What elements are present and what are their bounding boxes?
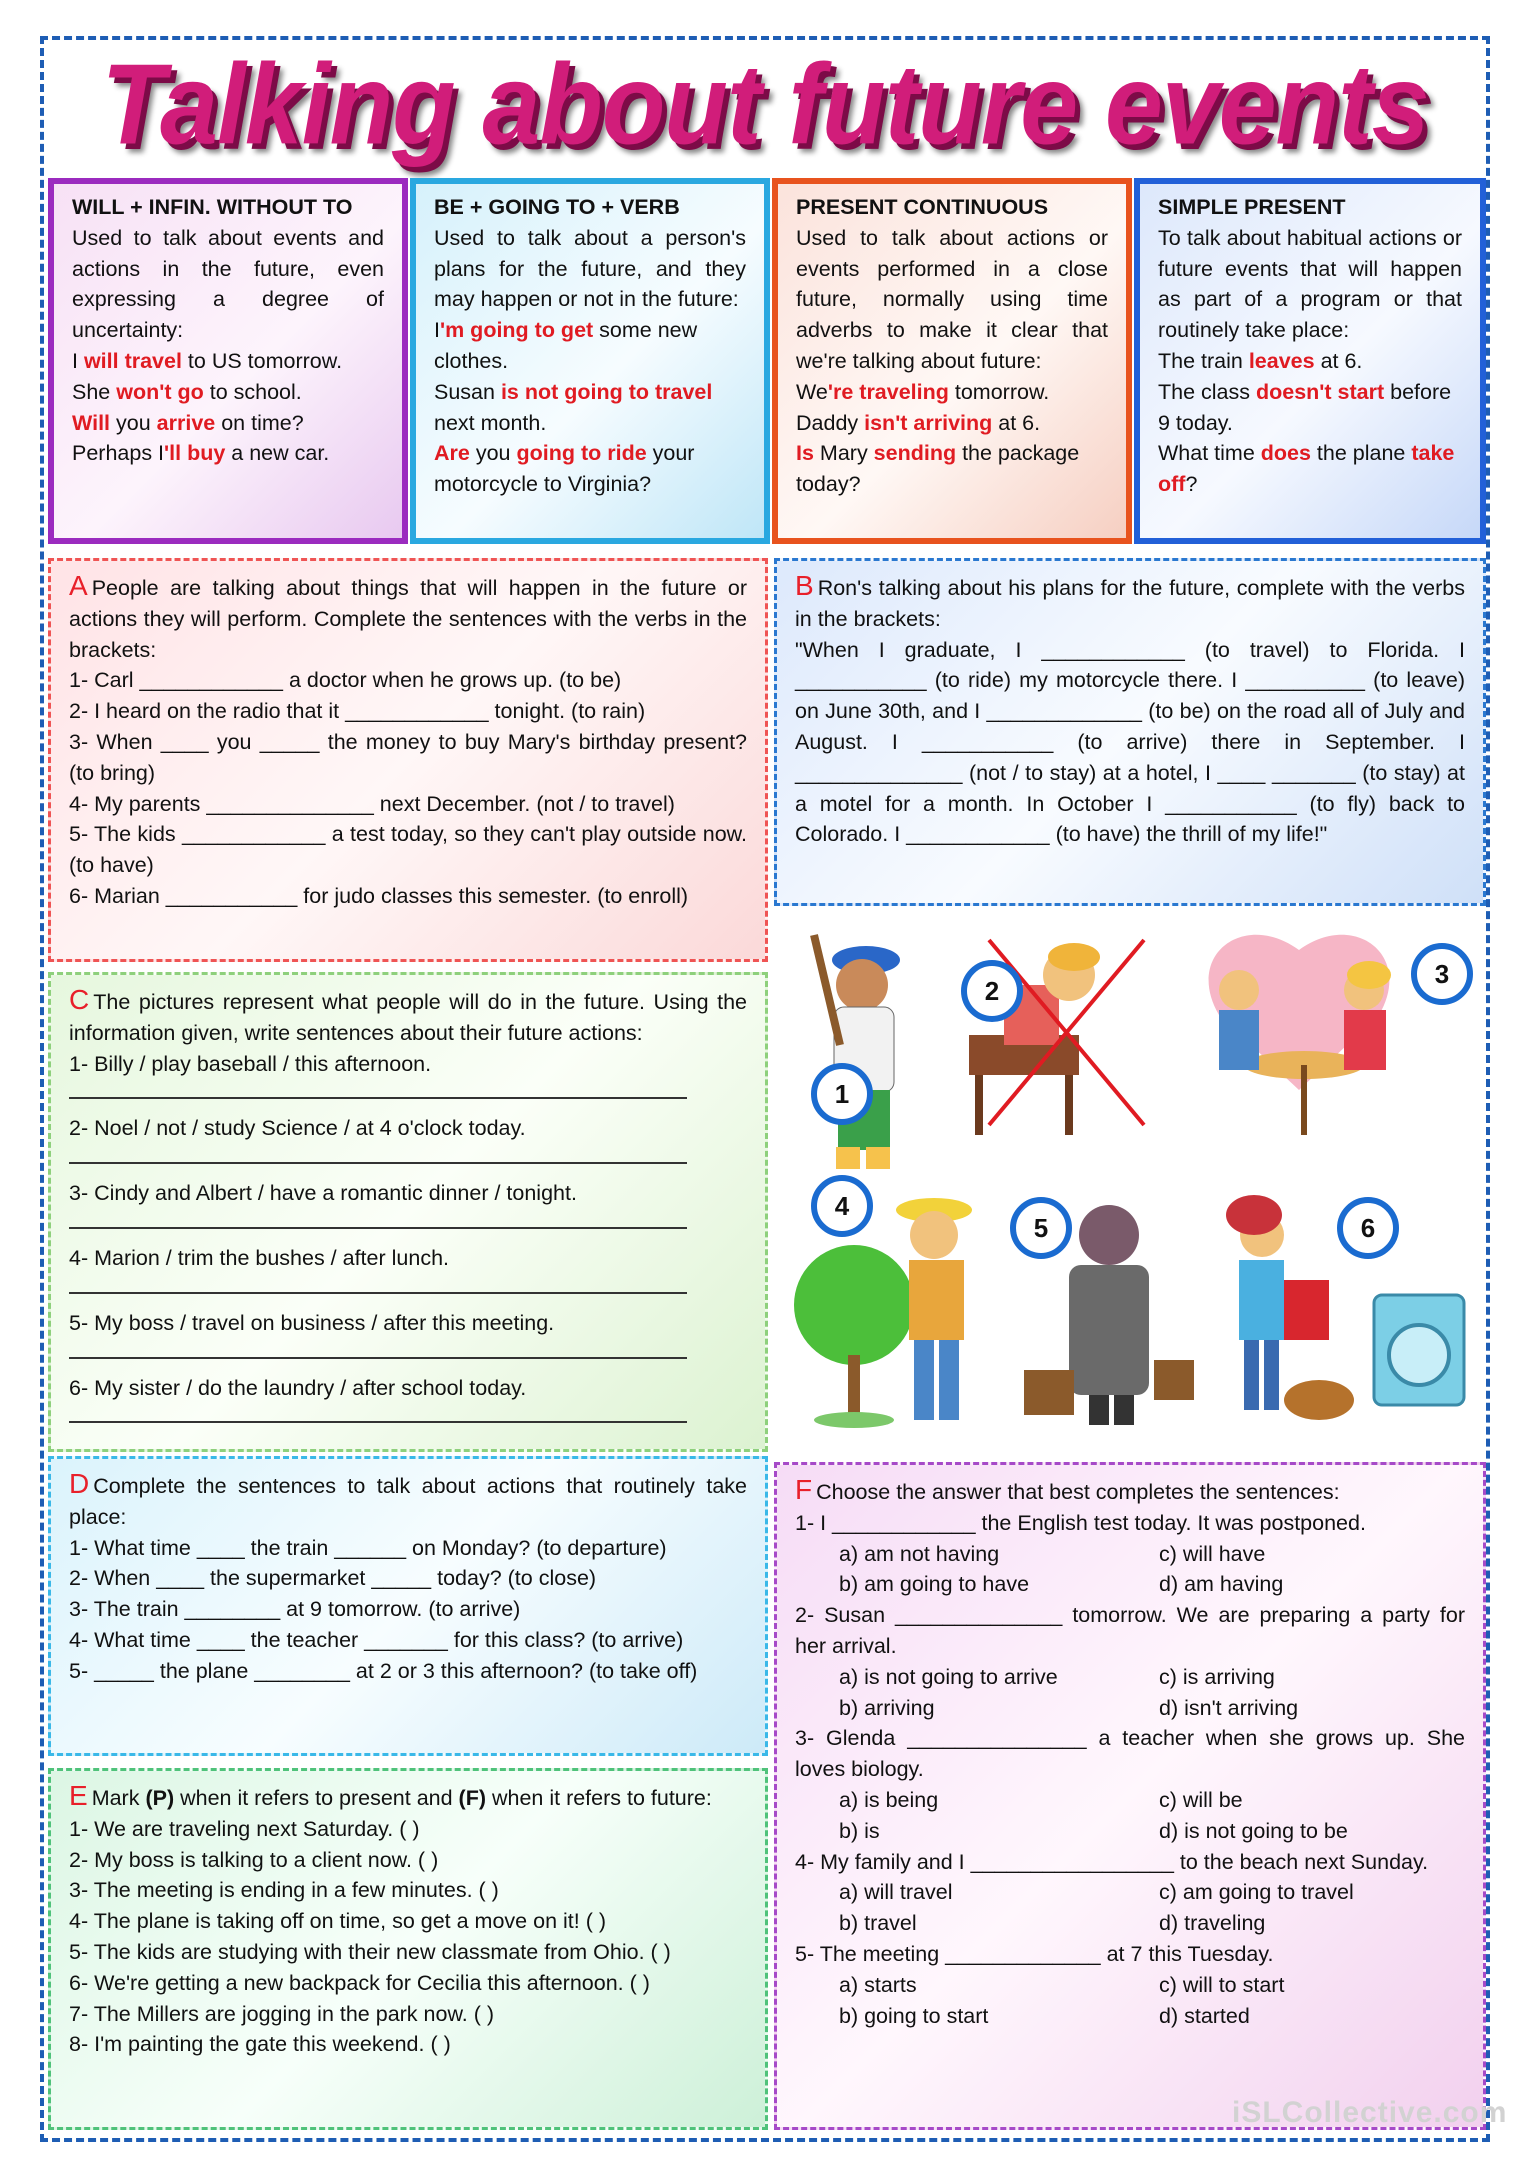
exercise-c: [48, 972, 768, 1452]
answer-option[interactable]: c) is arriving: [1159, 1664, 1275, 1689]
answer-line[interactable]: [69, 1079, 687, 1099]
highlighted-verb: Is: [796, 441, 814, 466]
answer-option[interactable]: d) am having: [1159, 1572, 1284, 1597]
answer-option[interactable]: a) starts: [839, 1972, 917, 1997]
highlighted-verb: Are: [434, 441, 470, 466]
rule-example: [796, 408, 1108, 439]
highlighted-verb: Will: [72, 410, 111, 435]
example-text: the package today?: [796, 441, 1080, 497]
exercise-item: 2- I heard on the radio that it ____________ tonight. (to rain): [69, 699, 646, 724]
rule-box-present-continuous: [772, 178, 1132, 544]
exercise-item: 5- My boss / travel on business / after this meeting.: [69, 1310, 555, 1335]
highlighted-verb: take off: [1158, 441, 1455, 497]
page-title: Talking about future events: [101, 41, 1429, 169]
highlighted-verb: leaves: [1248, 348, 1315, 373]
answer-option[interactable]: b) going to start: [839, 2003, 989, 2028]
exercise-item: 5- The kids are studying with their new classmate from Ohio. ( ): [69, 1939, 671, 1964]
example-text: tomorrow.: [948, 379, 1050, 404]
exercise-item: 8- I'm painting the gate this weekend. ( ): [69, 2032, 451, 2057]
exercise-item: 3- Cindy and Albert / have a romantic dinner / tonight.: [69, 1181, 577, 1206]
watermark: iSLCollective.com: [1232, 2096, 1508, 2129]
exercise-item: 5- _____ the plane ________ at 2 or 3 this afternoon? (to take off): [69, 1658, 698, 1683]
exercise-item: 4- What time ____ the teacher _______ for this class? (to arrive): [69, 1627, 684, 1652]
rule-example: [72, 346, 384, 377]
example-text: you: [469, 441, 517, 466]
exercise-letter: E: [69, 1780, 88, 1811]
exercise-d: [48, 1456, 768, 1756]
rule-box-going-to: [410, 178, 770, 544]
example-text: the plane: [1310, 441, 1412, 466]
exercise-item: 3- The train ________ at 9 tomorrow. (to arrive): [69, 1597, 521, 1622]
example-text: some new clothes.: [434, 318, 698, 373]
exercise-item: 2- When ____ the supermarket _____ today? (to close): [69, 1566, 597, 1591]
exercise-b: [774, 558, 1486, 906]
answer-options: [795, 1785, 1465, 1847]
answer-line[interactable]: [69, 1209, 687, 1229]
rule-example: [1158, 377, 1462, 439]
question: 4- My family and I _________________ to the beach next Sunday.: [795, 1849, 1429, 1874]
example-text: at 6.: [992, 410, 1041, 435]
rule-description: [72, 223, 384, 346]
rule-box-simple-present: [1134, 178, 1486, 544]
answer-option[interactable]: c) am going to travel: [1159, 1880, 1354, 1905]
baseball-player-picture: [814, 935, 900, 1169]
rule-example: [1158, 346, 1462, 377]
exercise-item: 6- Marian ___________ for judo classes this semester. (to enroll): [69, 883, 689, 908]
exercise-item: 6- We're getting a new backpack for Cecilia this afternoon. ( ): [69, 1970, 650, 1995]
rule-example: [796, 377, 1108, 408]
exercise-item: 4- Marion / trim the bushes / after lunch.: [69, 1245, 449, 1270]
answer-option[interactable]: a) will travel: [839, 1880, 953, 1905]
highlighted-verb: doesn't start: [1255, 379, 1385, 404]
highlighted-verb: will travel: [83, 348, 182, 373]
example-text: to school.: [203, 379, 302, 404]
highlighted-verb: won't go: [116, 379, 204, 404]
exercise-item: 6- My sister / do the laundry / after school today.: [69, 1375, 527, 1400]
exercise-a-intro: People are talking about things that will happen in the future or actions they will perform. Complete the sentences with the verbs in the brackets:: [69, 576, 747, 662]
rule-description: [1158, 223, 1462, 346]
answer-option[interactable]: a) am not having: [839, 1541, 1000, 1566]
exercise-f-intro: Choose the answer that best completes the sentences:: [816, 1480, 1340, 1504]
pictures-area: [774, 915, 1486, 1445]
exercise-c-intro: The pictures represent what people will do in the future. Using the information given, write sentences about their future actions:: [69, 990, 747, 1045]
highlighted-verb: does: [1260, 441, 1311, 466]
example-text: next month.: [434, 410, 547, 435]
question: 1- I ____________ the English test today. It was postponed.: [795, 1510, 1366, 1535]
highlighted-verb: 'm going to get: [439, 318, 594, 343]
answer-line[interactable]: [69, 1339, 687, 1359]
answer-option[interactable]: d) isn't arriving: [1159, 1695, 1299, 1720]
example-text: Used to talk about actions or events performed in a close future, normally using time adverbs to make it clear that we're talking about future:: [796, 225, 1108, 373]
answer-option[interactable]: b) is: [839, 1818, 880, 1843]
future-marker: (F): [458, 1786, 486, 1810]
rule-example: [796, 438, 1108, 500]
romantic-dinner-picture: [1209, 935, 1391, 1135]
rule-example: [434, 315, 746, 377]
exercise-item: 1- We are traveling next Saturday. ( ): [69, 1816, 420, 1841]
highlighted-verb: 'll buy: [164, 441, 226, 466]
exercise-e: [48, 1768, 768, 2130]
example-text: you: [110, 410, 157, 435]
picture-number-1: 1: [811, 1063, 873, 1125]
present-marker: (P): [145, 1786, 175, 1810]
rule-example: [72, 408, 384, 439]
exercise-letter: D: [69, 1468, 90, 1499]
exercise-item: 5- The kids ____________ a test today, so they can't play outside now. (to have): [69, 822, 747, 878]
example-text: a new car.: [225, 441, 330, 466]
exercise-item: 4- My parents ______________ next December. (not / to travel): [69, 791, 675, 816]
picture-number-5: 5: [1010, 1197, 1072, 1259]
highlighted-verb: sending: [873, 441, 957, 466]
exercise-item: 3- The meeting is ending in a few minutes. ( ): [69, 1878, 499, 1903]
exercise-e-intro-b: when it refers to present and: [174, 1786, 459, 1810]
question: 5- The meeting _____________ at 7 this Tuesday.: [795, 1941, 1274, 1966]
rule-box-will: [48, 178, 408, 544]
rule-example: [434, 438, 746, 500]
answer-option[interactable]: b) arriving: [839, 1695, 935, 1720]
example-text: on time?: [215, 410, 304, 435]
example-text: What time: [1158, 441, 1261, 466]
example-text: your motorcycle to Virginia?: [434, 441, 695, 497]
exercise-item: 4- The plane is taking off on time, so get a move on it! ( ): [69, 1909, 606, 1934]
example-text: before 9 today.: [1158, 379, 1452, 435]
example-text: Susan: [434, 379, 501, 404]
highlighted-verb: is not going to travel: [500, 379, 713, 404]
rule-description: [434, 223, 746, 315]
rule-heading: PRESENT CONTINUOUS: [796, 195, 1049, 219]
example-text: The class: [1158, 379, 1256, 404]
picture-number-3: 3: [1411, 943, 1473, 1005]
highlighted-verb: going to ride: [516, 441, 647, 466]
answer-options: [795, 1662, 1465, 1724]
exercise-a: [48, 558, 768, 962]
exercise-b-text: "When I graduate, I ____________ (to travel) to Florida. I ___________ (to ride) my motorcycle there. I __________ (to leave) on June 30th, and I _____________ (to be) on the road all of July and August. I ___________ (to arrive) there in September. I ______________ (not / to stay) at a hotel, I ____ _______ (to stay) at a motel for a month. In October I ___________ (to fly) back to Colorado. I ____________ (to have) the thrill of my life!": [795, 637, 1465, 847]
exercise-letter: C: [69, 984, 90, 1015]
trimming-bushes-picture: [794, 1198, 972, 1428]
answer-line[interactable]: [69, 1403, 687, 1423]
example-text: Used to talk about a person's plans for the future, and they may happen or not in the future:: [434, 225, 746, 312]
rule-example: [72, 377, 384, 408]
exercise-letter: A: [69, 570, 88, 601]
rule-description: [796, 223, 1108, 377]
example-text: Mary: [813, 441, 874, 466]
exercise-e-intro-c: when it refers to future:: [486, 1786, 712, 1810]
exercise-item: 2- My boss is talking to a client now. ( ): [69, 1847, 439, 1872]
example-text: to US tomorrow.: [181, 348, 343, 373]
question: 3- Glenda _______________ a teacher when she grows up. She loves biology.: [795, 1726, 1465, 1782]
rule-example: [1158, 438, 1462, 500]
example-text: She: [72, 379, 117, 404]
answer-options: [795, 1539, 1465, 1601]
picture-number-4: 4: [811, 1175, 873, 1237]
rule-heading: SIMPLE PRESENT: [1158, 195, 1346, 219]
exercise-item: 1- What time ____ the train ______ on Monday? (to departure): [69, 1535, 667, 1560]
example-text: Perhaps I: [72, 441, 165, 466]
exercise-item: 2- Noel / not / study Science / at 4 o'clock today.: [69, 1116, 526, 1141]
answer-option[interactable]: a) is not going to arrive: [839, 1664, 1058, 1689]
example-text: To talk about habitual actions or future events that will happen as part of a program or that routinely take place:: [1158, 225, 1462, 343]
answer-option[interactable]: b) am going to have: [839, 1572, 1030, 1597]
highlighted-verb: 're traveling: [827, 379, 949, 404]
exercise-e-intro-a: Mark: [91, 1786, 146, 1810]
exercise-item: 3- When ____ you _____ the money to buy Mary's birthday present? (to bring): [69, 729, 747, 785]
answer-option[interactable]: c) will be: [1159, 1787, 1243, 1812]
highlighted-verb: isn't arriving: [864, 410, 993, 435]
answer-option[interactable]: d) started: [1159, 2003, 1250, 2028]
exercise-item: 1- Carl ____________ a doctor when he grows up. (to be): [69, 668, 622, 693]
exercise-letter: F: [795, 1474, 813, 1505]
answer-options: [795, 1877, 1465, 1939]
answer-option[interactable]: d) is not going to be: [1159, 1818, 1348, 1843]
example-text: Used to talk about events and actions in the future, even expressing a degree of uncertainty:: [72, 225, 384, 343]
example-text: Daddy: [796, 410, 865, 435]
answer-option[interactable]: a) is being: [839, 1787, 939, 1812]
answer-option[interactable]: c) will have: [1159, 1541, 1266, 1566]
example-text: I: [72, 348, 84, 373]
rule-example: [434, 377, 746, 439]
exercise-d-intro: Complete the sentences to talk about actions that routinely take place:: [69, 1474, 747, 1529]
answer-option[interactable]: c) will to start: [1159, 1972, 1285, 1997]
picture-number-2: 2: [961, 960, 1023, 1022]
pictures-illustration: [774, 915, 1486, 1445]
question: 2- Susan ______________ tomorrow. We are preparing a party for her arrival.: [795, 1603, 1465, 1658]
exercise-item: 7- The Millers are jogging in the park now. ( ): [69, 2001, 495, 2026]
picture-number-6: 6: [1337, 1197, 1399, 1259]
highlighted-verb: arrive: [156, 410, 216, 435]
answer-line[interactable]: [69, 1274, 687, 1294]
exercise-item: 1- Billy / play baseball / this afternoon.: [69, 1051, 432, 1076]
answer-options: [795, 1970, 1465, 2032]
example-text: at 6.: [1314, 348, 1363, 373]
rule-heading: WILL + INFIN. WITHOUT TO: [72, 195, 353, 219]
exercise-f: [774, 1462, 1486, 2130]
exercise-b-intro: Ron's talking about his plans for the future, complete with the verbs in the brackets:: [795, 576, 1465, 631]
answer-option[interactable]: b) travel: [839, 1911, 917, 1936]
exercise-letter: B: [795, 570, 814, 601]
rule-heading: BE + GOING TO + VERB: [434, 195, 680, 219]
answer-option[interactable]: d) traveling: [1159, 1911, 1266, 1936]
example-text: I: [434, 318, 440, 343]
example-text: ?: [1185, 472, 1198, 497]
example-text: The train: [1158, 348, 1249, 373]
answer-line[interactable]: [69, 1144, 687, 1164]
rule-example: [72, 438, 384, 469]
example-text: We: [796, 379, 828, 404]
